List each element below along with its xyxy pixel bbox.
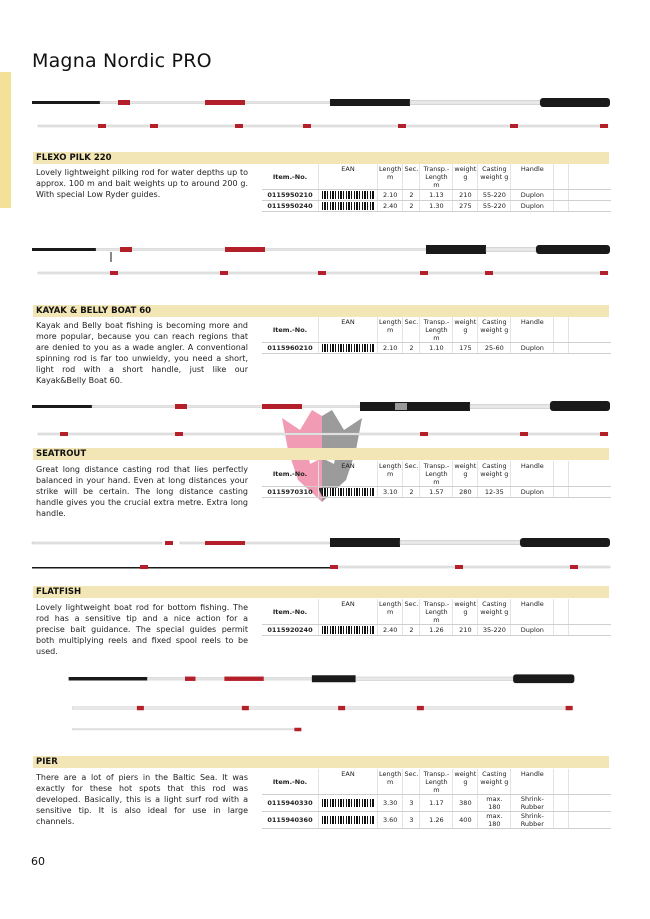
item-number: 0115940330 xyxy=(262,795,319,812)
sec-value: 2 xyxy=(403,487,420,498)
col-handle: Handle xyxy=(511,769,554,795)
spec-table xyxy=(262,317,611,354)
weight-value: 275 xyxy=(453,201,478,212)
length-value: 2.10 xyxy=(378,343,403,354)
col-transp: Transp.- Length m xyxy=(420,769,453,795)
item-number: 0115940360 xyxy=(262,812,319,829)
table-row xyxy=(262,487,611,498)
spec-table xyxy=(262,769,611,829)
col-item-no: Item.-No. xyxy=(262,164,319,190)
rod-image xyxy=(0,670,650,740)
weight-value: 400 xyxy=(453,812,478,829)
col-sec: Sec. xyxy=(403,769,420,795)
col-sec: Sec. xyxy=(403,461,420,487)
handle-value: Duplon xyxy=(511,487,554,498)
ean-barcode xyxy=(319,487,378,498)
col-ean: EAN xyxy=(319,599,378,625)
transp-value: 1.57 xyxy=(420,487,453,498)
item-number: 0115920240 xyxy=(262,625,319,636)
item-number: 0115950240 xyxy=(262,201,319,212)
length-value: 3.10 xyxy=(378,487,403,498)
table-header-row xyxy=(262,461,611,487)
col-sec: Sec. xyxy=(403,317,420,343)
sec-value: 2 xyxy=(403,190,420,201)
table-row xyxy=(262,343,611,354)
product-description: Great long distance casting rod that lies perfectly balanced in your hand. Even at long distances your strike will be certain. The long distance casting handle gives you the crucial extra metre. Extra long handle. xyxy=(36,465,248,518)
handle-value: Duplon xyxy=(511,625,554,636)
handle-value: Shrink-Rubber xyxy=(511,812,554,829)
table-row xyxy=(262,795,611,812)
handle-value: Duplon xyxy=(511,190,554,201)
product-description: There are a lot of piers in the Baltic Sea. It was exactly for these hot spots that this rod was developed. Basically, this is a light surf rod with a sensitive tip. It is also ideal for use in large channels. xyxy=(36,773,248,826)
product-description: Lovely lightweight boat rod for bottom fishing. The rod has a sensitive tip and a nice action for a precise bait guidance. The special guides permit both multiplying reels and fixed spool reels to be used. xyxy=(36,603,248,656)
transp-value: 1.26 xyxy=(420,812,453,829)
sec-value: 3 xyxy=(403,812,420,829)
col-transp: Transp.- Length m xyxy=(420,317,453,343)
length-value: 2.40 xyxy=(378,201,403,212)
spec-table xyxy=(262,461,611,498)
col-handle: Handle xyxy=(511,317,554,343)
table-header-row xyxy=(262,317,611,343)
col-sec: Sec. xyxy=(403,599,420,625)
sec-value: 2 xyxy=(403,201,420,212)
product-header xyxy=(33,305,609,317)
col-item-no: Item.-No. xyxy=(262,769,319,795)
casting-value: 55-220 xyxy=(478,190,511,201)
table-row xyxy=(262,190,611,201)
col-handle: Handle xyxy=(511,599,554,625)
ean-barcode xyxy=(319,343,378,354)
product-name: FLEXO PILK 220 xyxy=(36,153,112,163)
col-item-no: Item.-No. xyxy=(262,317,319,343)
col-item-no: Item.-No. xyxy=(262,599,319,625)
weight-value: 210 xyxy=(453,190,478,201)
col-casting: Casting weight g xyxy=(478,769,511,795)
casting-value: max. 180 xyxy=(478,795,511,812)
product-header xyxy=(33,586,609,598)
ean-barcode xyxy=(319,190,378,201)
col-length: Length m xyxy=(378,317,403,343)
col-casting: Casting weight g xyxy=(478,164,511,190)
product-name: KAYAK & BELLY BOAT 60 xyxy=(36,306,152,316)
page-number: 60 xyxy=(31,855,45,868)
casting-value: 35-220 xyxy=(478,625,511,636)
casting-value: 12-35 xyxy=(478,487,511,498)
product-header xyxy=(33,756,609,768)
item-number: 0115950210 xyxy=(262,190,319,201)
col-length: Length m xyxy=(378,461,403,487)
col-handle: Handle xyxy=(511,164,554,190)
col-sec: Sec. xyxy=(403,164,420,190)
col-weight: weight g xyxy=(453,599,478,625)
col-ean: EAN xyxy=(319,461,378,487)
col-item-no: Item.-No. xyxy=(262,461,319,487)
rod-image xyxy=(0,240,650,310)
handle-value: Shrink-Rubber xyxy=(511,795,554,812)
col-length: Length m xyxy=(378,599,403,625)
product-name: SEATROUT xyxy=(36,449,87,459)
col-ean: EAN xyxy=(319,164,378,190)
handle-value: Duplon xyxy=(511,201,554,212)
col-handle: Handle xyxy=(511,461,554,487)
item-number: 0115970310 xyxy=(262,487,319,498)
ean-barcode xyxy=(319,812,378,829)
length-value: 2.40 xyxy=(378,625,403,636)
item-number: 0115960210 xyxy=(262,343,319,354)
col-weight: weight g xyxy=(453,164,478,190)
length-value: 2.10 xyxy=(378,190,403,201)
table-row xyxy=(262,201,611,212)
table-header-row xyxy=(262,164,611,190)
sec-value: 3 xyxy=(403,795,420,812)
col-transp: Transp.- Length m xyxy=(420,461,453,487)
table-header-row xyxy=(262,769,611,795)
col-casting: Casting weight g xyxy=(478,461,511,487)
weight-value: 175 xyxy=(453,343,478,354)
sec-value: 2 xyxy=(403,343,420,354)
ean-barcode xyxy=(319,201,378,212)
col-transp: Transp.- Length m xyxy=(420,164,453,190)
ean-barcode xyxy=(319,795,378,812)
transp-value: 1.17 xyxy=(420,795,453,812)
table-row xyxy=(262,625,611,636)
product-description: Kayak and Belly boat fishing is becoming more and more popular, because you can reach regions that are denied to you as a wade angler. A conventional spinning rod is far too unwieldy, you need a short, light rod with a short handle, just like our Kayak&Belly Boat 60. xyxy=(36,321,248,385)
col-length: Length m xyxy=(378,164,403,190)
page-title: Magna Nordic PRO xyxy=(32,49,212,72)
weight-value: 380 xyxy=(453,795,478,812)
handle-value: Duplon xyxy=(511,343,554,354)
length-value: 3.60 xyxy=(378,812,403,829)
col-transp: Transp.- Length m xyxy=(420,599,453,625)
product-name: FLATFISH xyxy=(36,587,82,597)
transp-value: 1.26 xyxy=(420,625,453,636)
product-header xyxy=(33,448,609,460)
col-ean: EAN xyxy=(319,317,378,343)
spec-table xyxy=(262,164,611,212)
col-ean: EAN xyxy=(319,769,378,795)
spec-table xyxy=(262,599,611,636)
transp-value: 1.10 xyxy=(420,343,453,354)
transp-value: 1.13 xyxy=(420,190,453,201)
product-header xyxy=(33,152,609,164)
sec-value: 2 xyxy=(403,625,420,636)
col-weight: weight g xyxy=(453,317,478,343)
product-name: PIER xyxy=(36,757,58,767)
casting-value: 25-60 xyxy=(478,343,511,354)
weight-value: 280 xyxy=(453,487,478,498)
col-casting: Casting weight g xyxy=(478,317,511,343)
casting-value: max. 180 xyxy=(478,812,511,829)
transp-value: 1.30 xyxy=(420,201,453,212)
casting-value: 55-220 xyxy=(478,201,511,212)
col-casting: Casting weight g xyxy=(478,599,511,625)
ean-barcode xyxy=(319,625,378,636)
length-value: 3.30 xyxy=(378,795,403,812)
weight-value: 210 xyxy=(453,625,478,636)
col-length: Length m xyxy=(378,769,403,795)
table-row xyxy=(262,812,611,829)
col-weight: weight g xyxy=(453,769,478,795)
col-weight: weight g xyxy=(453,461,478,487)
table-header-row xyxy=(262,599,611,625)
product-description: Lovely lightweight pilking rod for water depths up to approx. 100 m and bait weights up to around 200 g. With special Low Ryder guides. xyxy=(36,168,248,199)
